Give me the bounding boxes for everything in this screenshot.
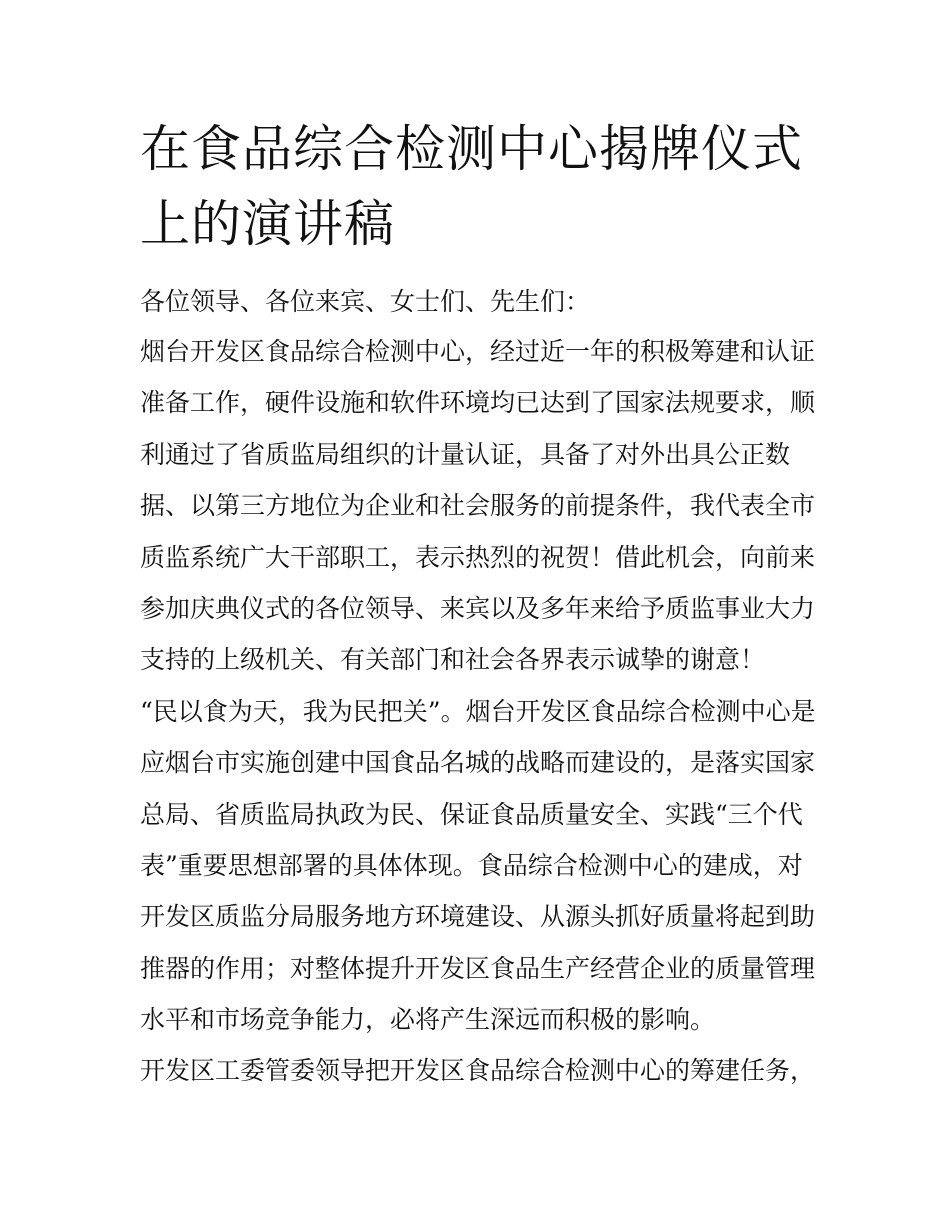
body-line: 支持的上级机关、有关部门和社会各界表示诚挚的谢意！ — [140, 645, 766, 675]
body-line: 开发区工委管委领导把开发区食品综合检测中心的筹建任务， — [140, 1056, 816, 1086]
body-line: 表”重要思想部署的具体体现。食品综合检测中心的建成，对 — [140, 850, 803, 880]
title-line-2: 上的演讲稿 — [140, 195, 395, 253]
body-line: 质监系统广大干部职工，表示热烈的祝贺！借此机会，向前来 — [140, 542, 816, 572]
body-line: 参加庆典仪式的各位领导、来宾以及多年来给予质监事业大力 — [140, 593, 816, 623]
body-line: 利通过了省质监局组织的计量认证，具备了对外出具公正数 — [140, 439, 791, 469]
body-line: “民以食为天，我为民把关”。烟台开发区食品综合检测中心是 — [140, 696, 816, 726]
body-line: 总局、省质监局执政为民、保证食品质量安全、实践“三个代 — [140, 799, 803, 829]
body-line: 准备工作，硬件设施和软件环境均已达到了国家法规要求，顺 — [140, 388, 816, 418]
document-body — [140, 278, 830, 1097]
body-line: 据、以第三方地位为企业和社会服务的前提条件，我代表全市 — [140, 491, 816, 521]
body-line: 推器的作用；对整体提升开发区食品生产经营企业的质量管理 — [140, 953, 816, 983]
document-title — [140, 112, 820, 262]
body-line: 烟台开发区食品综合检测中心，经过近一年的积极筹建和认证 — [140, 337, 816, 366]
body-line: 应烟台市实施创建中国食品名城的战略而建设的，是落实国家 — [140, 748, 816, 778]
salutation: 各位领导、各位来宾、女士们、先生们： — [140, 287, 591, 316]
body-line: 开发区质监分局服务地方环境建设、从源头抓好质量将起到助 — [140, 902, 816, 932]
body-line: 水平和市场竞争能力，必将产生深远而积极的影响。 — [140, 1005, 716, 1035]
title-line-1: 在食品综合检测中心揭牌仪式 — [140, 120, 803, 178]
